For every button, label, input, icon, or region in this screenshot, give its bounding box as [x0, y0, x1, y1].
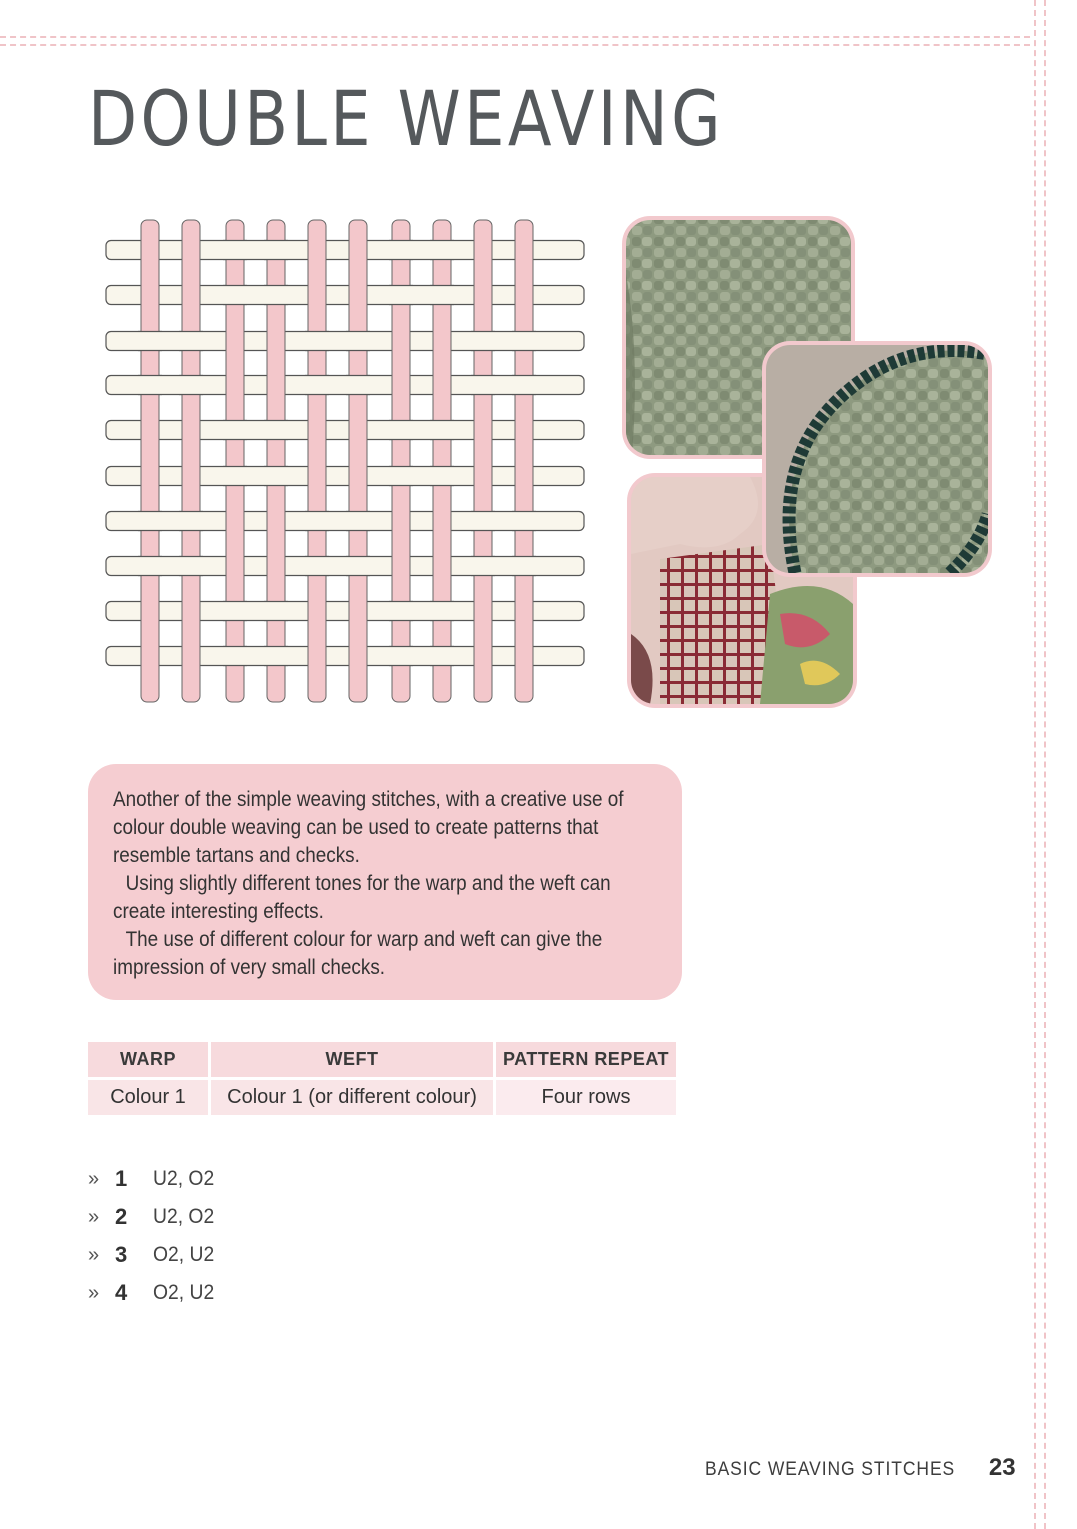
chevron-icon: » [88, 1243, 100, 1266]
warp-thread [515, 220, 533, 702]
weft-over-crossing [471, 332, 495, 351]
stitched-border-right [1034, 0, 1046, 1529]
page-number: 23 [988, 1454, 1016, 1481]
list-item [88, 1160, 220, 1198]
weft-over-crossing [389, 241, 413, 260]
weft-over-crossing [179, 332, 203, 351]
weft-over-crossing [138, 557, 162, 576]
weft-over-crossing [430, 286, 454, 305]
weft-over-crossing [389, 421, 413, 440]
weft-thread [106, 286, 584, 305]
warp-thread [182, 220, 200, 702]
weft-thread [106, 647, 584, 666]
chevron-icon: » [88, 1167, 100, 1190]
photo-beaded-outline [762, 341, 992, 577]
weft-over-crossing [346, 376, 370, 395]
header-warp: WARP [88, 1042, 208, 1077]
weft-over-crossing [389, 602, 413, 621]
weft-over-crossing [264, 241, 288, 260]
page-title: DOUBLE WEAVING [88, 74, 724, 163]
weft-over-crossing [223, 421, 247, 440]
weft-over-crossing [512, 512, 536, 531]
row-instructions [88, 1160, 220, 1312]
description-paragraph: Using slightly different tones for the warp and the weft can create interesting effects. [113, 872, 611, 923]
row-pattern: U2, O2 [153, 1205, 215, 1228]
weft-over-crossing [223, 602, 247, 621]
row-number: 4 [115, 1280, 128, 1305]
weft-over-crossing [430, 241, 454, 260]
weft-over-crossing [512, 376, 536, 395]
weft-over-crossing [430, 602, 454, 621]
chevron-icon: » [88, 1205, 100, 1228]
weft-thread [106, 241, 584, 260]
row-number: 2 [115, 1204, 128, 1229]
weft-over-crossing [179, 557, 203, 576]
weave-diagram [100, 212, 590, 708]
weft-over-crossing [138, 512, 162, 531]
cell-weft: Colour 1 (or different colour) [211, 1080, 493, 1115]
weft-over-crossing [264, 602, 288, 621]
weft-over-crossing [471, 557, 495, 576]
weft-over-crossing [389, 286, 413, 305]
table-row [88, 1080, 676, 1115]
list-item [88, 1198, 220, 1236]
warp-thread [308, 220, 326, 702]
weft-over-crossing [179, 512, 203, 531]
weft-over-crossing [138, 376, 162, 395]
weft-over-crossing [223, 241, 247, 260]
weft-over-crossing [264, 467, 288, 486]
weft-thread [106, 421, 584, 440]
table-header-row [88, 1042, 676, 1077]
weft-over-crossing [471, 376, 495, 395]
page-footer [705, 1454, 1016, 1482]
weft-over-crossing [346, 512, 370, 531]
weft-over-crossing [264, 647, 288, 666]
weft-over-crossing [430, 647, 454, 666]
weft-over-crossing [471, 512, 495, 531]
warp-thread [141, 220, 159, 702]
weft-over-crossing [346, 557, 370, 576]
cell-warp: Colour 1 [88, 1080, 208, 1115]
warp-thread [474, 220, 492, 702]
header-weft: WEFT [211, 1042, 493, 1077]
header-pattern-repeat: PATTERN REPEAT [496, 1042, 676, 1077]
row-number: 1 [115, 1166, 128, 1191]
weft-over-crossing [512, 557, 536, 576]
description-paragraph: Another of the simple weaving stitches, with a creative use of colour double weaving can be used to create patterns that resemble tartans and checks. [113, 788, 624, 867]
weft-over-crossing [179, 376, 203, 395]
weft-over-crossing [430, 467, 454, 486]
weft-over-crossing [305, 512, 329, 531]
warp-thread [349, 220, 367, 702]
weft-over-crossing [430, 421, 454, 440]
row-pattern: O2, U2 [153, 1281, 215, 1304]
list-item [88, 1274, 220, 1312]
weft-over-crossing [346, 332, 370, 351]
row-pattern: O2, U2 [153, 1243, 215, 1266]
weft-over-crossing [223, 286, 247, 305]
weft-over-crossing [512, 332, 536, 351]
weft-over-crossing [264, 286, 288, 305]
weft-over-crossing [389, 467, 413, 486]
description-paragraph: The use of different colour for warp and weft can give the impression of very small checks. [113, 928, 603, 979]
chevron-icon: » [88, 1281, 100, 1304]
weft-thread [106, 602, 584, 621]
list-item [88, 1236, 220, 1274]
weft-over-crossing [223, 647, 247, 666]
weft-over-crossing [223, 467, 247, 486]
stitch-spec-table [85, 1039, 679, 1118]
weft-over-crossing [138, 332, 162, 351]
row-pattern: U2, O2 [153, 1167, 215, 1190]
section-name: BASIC WEAVING STITCHES [705, 1459, 956, 1480]
weft-over-crossing [305, 376, 329, 395]
weft-over-crossing [389, 647, 413, 666]
weft-over-crossing [305, 332, 329, 351]
weft-thread [106, 467, 584, 486]
weft-over-crossing [264, 421, 288, 440]
weft-over-crossing [305, 557, 329, 576]
cell-pattern-repeat: Four rows [496, 1080, 676, 1115]
stitch-photos [620, 214, 995, 714]
description-panel [88, 764, 682, 1000]
row-number: 3 [115, 1242, 128, 1267]
stitched-border-top [0, 36, 1030, 46]
